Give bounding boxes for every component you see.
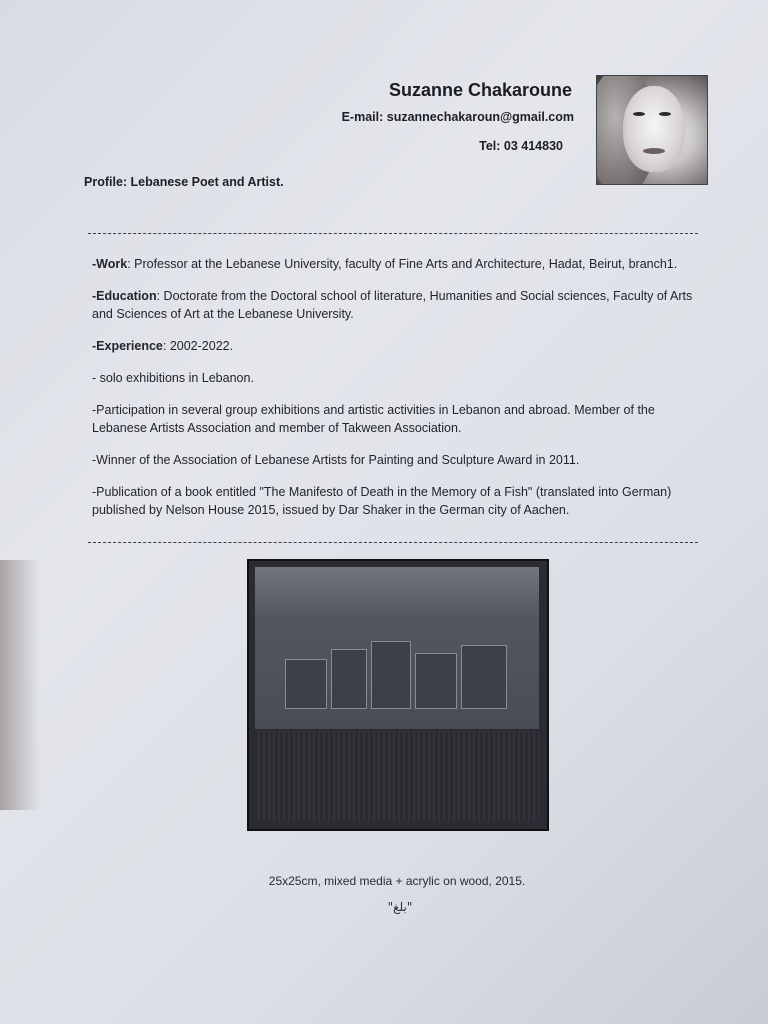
work-paragraph	[92, 255, 702, 273]
profile-label: Profile:	[84, 175, 128, 189]
work-label: -Work	[92, 257, 128, 271]
profile-line	[84, 175, 284, 189]
artwork-house-shape	[331, 649, 367, 709]
education-text: : Doctorate from the Doctoral school of literature, Humanities and Social sciences, Faculty of Arts and Sciences of Art at the Lebanese University.	[92, 289, 693, 321]
experience-label: -Experience	[92, 339, 163, 353]
email-line	[250, 110, 574, 124]
education-paragraph	[92, 287, 702, 323]
tel-label: Tel:	[479, 139, 501, 153]
education-label: -Education	[92, 289, 157, 303]
divider-top	[88, 233, 698, 234]
profile-value: Lebanese Poet and Artist.	[130, 175, 284, 189]
artwork-house-shape	[415, 653, 457, 709]
artwork-image	[247, 559, 549, 831]
artwork-house-shape	[285, 659, 327, 709]
work-text: : Professor at the Lebanese University, faculty of Fine Arts and Architecture, Hadat, Beirut, branch1.	[127, 257, 678, 271]
artwork-lower-panel	[255, 731, 539, 821]
email-label: E-mail:	[341, 110, 384, 124]
artwork-upper-panel	[255, 567, 539, 729]
photo-eye	[633, 112, 645, 116]
publication-paragraph: -Publication of a book entitled "The Manifesto of Death in the Memory of a Fish" (translated into German) published by Nelson House 2015, issued by Dar Shaker in the German city of Aachen.	[92, 485, 672, 517]
tel-line	[330, 139, 563, 153]
artwork-house-shape	[461, 645, 507, 709]
photo-lips	[643, 148, 665, 154]
experience-paragraph	[92, 337, 702, 355]
photo-face	[623, 86, 685, 172]
cv-body	[92, 255, 702, 533]
solo-paragraph: - solo exhibitions in Lebanon.	[92, 371, 254, 385]
tel-value: 03 414830	[503, 139, 563, 153]
divider-bottom	[88, 542, 698, 543]
profile-photo	[596, 75, 708, 185]
artwork-arabic-title: "بلغ"	[387, 900, 413, 914]
photo-eye	[659, 112, 671, 116]
winner-paragraph: -Winner of the Association of Lebanese Artists for Painting and Sculpture Award in 2011.	[92, 453, 580, 467]
participation-paragraph: -Participation in several group exhibitions and artistic activities in Lebanon and abroad. Member of the Lebanese Artists Association and member of Takween Association.	[92, 403, 655, 435]
experience-text: : 2002-2022.	[162, 339, 234, 353]
email-value[interactable]: suzannechakaroun@gmail.com	[386, 110, 574, 124]
artwork-house-shape	[371, 641, 411, 709]
person-name: Suzanne Chakaroune	[388, 80, 572, 100]
artwork-caption: 25x25cm, mixed media + acrylic on wood, 2015.	[268, 874, 526, 888]
